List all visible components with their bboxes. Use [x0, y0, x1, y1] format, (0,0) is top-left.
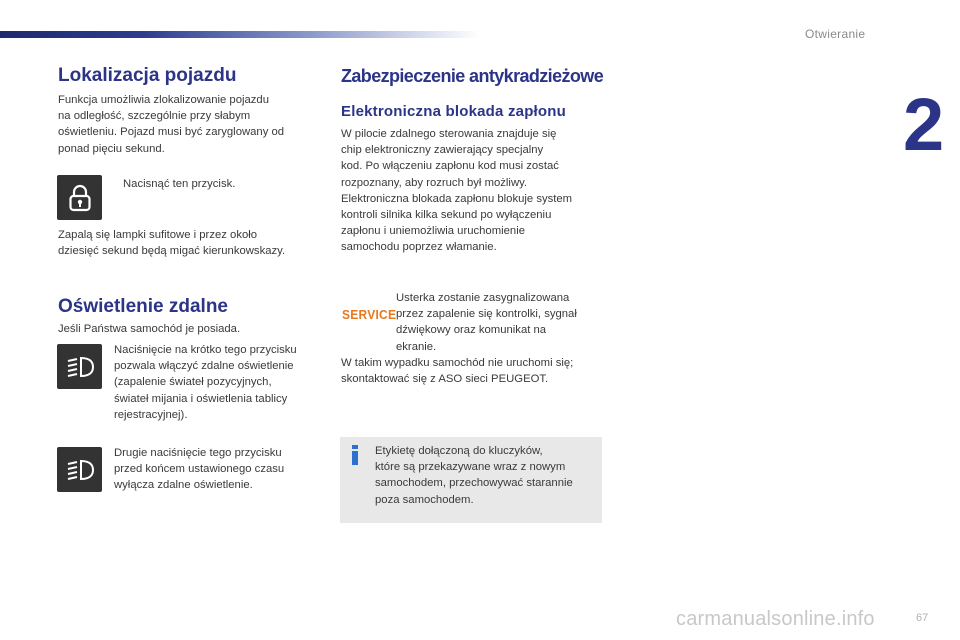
text-line: (zapalenie świateł pozycyjnych, [114, 376, 272, 389]
text-line: rejestracyjnej). [114, 408, 188, 421]
text-line: samochodu poprzez włamanie. [341, 241, 497, 254]
oswietlenie-item2 [114, 445, 284, 494]
text-line: Etykietę dołączoną do kluczyków, [375, 445, 543, 457]
text-line: Naciśnięcie na krótko tego przycisku [114, 344, 297, 356]
text-line: wyłącza zdalne oświetlenie. [114, 479, 253, 492]
header-bar [0, 31, 480, 38]
blokada-subtitle: Elektroniczna blokada zapłonu [341, 103, 567, 120]
text-line: poza samochodem. [375, 493, 474, 506]
text-line: Drugie naciśnięcie tego przycisku [114, 447, 282, 459]
text-line: które są przekazywane wraz z nowym [375, 461, 566, 474]
text-line: świateł mijania i oświetlenia tablicy [114, 392, 288, 405]
watermark: carmanualsonline.info [676, 608, 875, 630]
oswietlenie-title: Oświetlenie zdalne [58, 296, 228, 317]
oswietlenie-item1 [114, 342, 297, 423]
text-line: przez zapalenie się kontrolki, sygnał [396, 308, 577, 321]
chapter-number: 2 [903, 83, 945, 166]
text-line: rozpoznany, aby rozruch był możliwy. [341, 176, 528, 189]
info-icon [350, 445, 360, 465]
zabezpieczenie-title: Zabezpieczenie antykradzieżowe [341, 66, 604, 86]
text-line: Zapalą się lampki sufitowe i przez około [58, 229, 258, 241]
text-line: ponad pięciu sekund. [58, 142, 165, 155]
text-line: Elektroniczna blokada zapłonu blokuje system [341, 192, 573, 205]
text-line: dziesięć sekund będą migać kierunkowskazy. [58, 245, 286, 258]
text-line: Funkcja umożliwia zlokalizowanie pojazdu [58, 94, 269, 106]
lokalizacja-intro [58, 92, 284, 157]
text-line: chip elektroniczny zawierający specjalny [341, 144, 544, 157]
lokalizacja-title: Lokalizacja pojazdu [58, 65, 237, 86]
text-line: na odległość, szczególnie przy słabym [58, 110, 251, 123]
lokalizacja-step [115, 175, 235, 192]
text-line: przed końcem ustawionego czasu [114, 463, 285, 476]
lock-button-icon [57, 175, 102, 220]
section-label: Otwieranie [805, 27, 866, 41]
service-text [396, 290, 577, 355]
lighting-button-icon [57, 344, 102, 389]
text-line: skontaktować się z ASO sieci PEUGEOT. [341, 373, 549, 386]
lighting-button-icon [57, 447, 102, 492]
after-service-text [341, 355, 573, 387]
info-note-text [375, 443, 573, 508]
page-number: 67 [916, 612, 929, 624]
text-line: samochodem, przechowywać starannie [375, 477, 573, 490]
text-line: kontroli silnika kilka sekund po wyłączeniu [341, 209, 552, 222]
service-warning-icon: SERVICE [342, 307, 397, 322]
text-line: pozwala włączyć zdalne oświetlenie [114, 360, 294, 373]
text-line: W pilocie zdalnego sterowania znajduje się [341, 128, 557, 140]
step-text: Nacisnąć ten przycisk. [123, 178, 236, 190]
oswietlenie-intro: Jeśli Państwa samochód je posiada. [58, 323, 241, 335]
text-line: ekranie. [396, 340, 437, 353]
text-line: Usterka zostanie zasygnalizowana [396, 292, 570, 304]
text-line: dźwiękowy oraz komunikat na [396, 324, 547, 337]
text-line: zapłonu i uniemożliwia uruchomienie [341, 225, 525, 238]
text-line: W takim wypadku samochód nie uruchomi się; [341, 357, 574, 369]
lokalizacja-after [58, 227, 285, 259]
blokada-body [341, 126, 572, 256]
text-line: oświetleniu. Pojazd musi być zaryglowany od [58, 126, 285, 139]
text-line: kod. Po włączeniu zapłonu kod musi zostać [341, 160, 559, 173]
